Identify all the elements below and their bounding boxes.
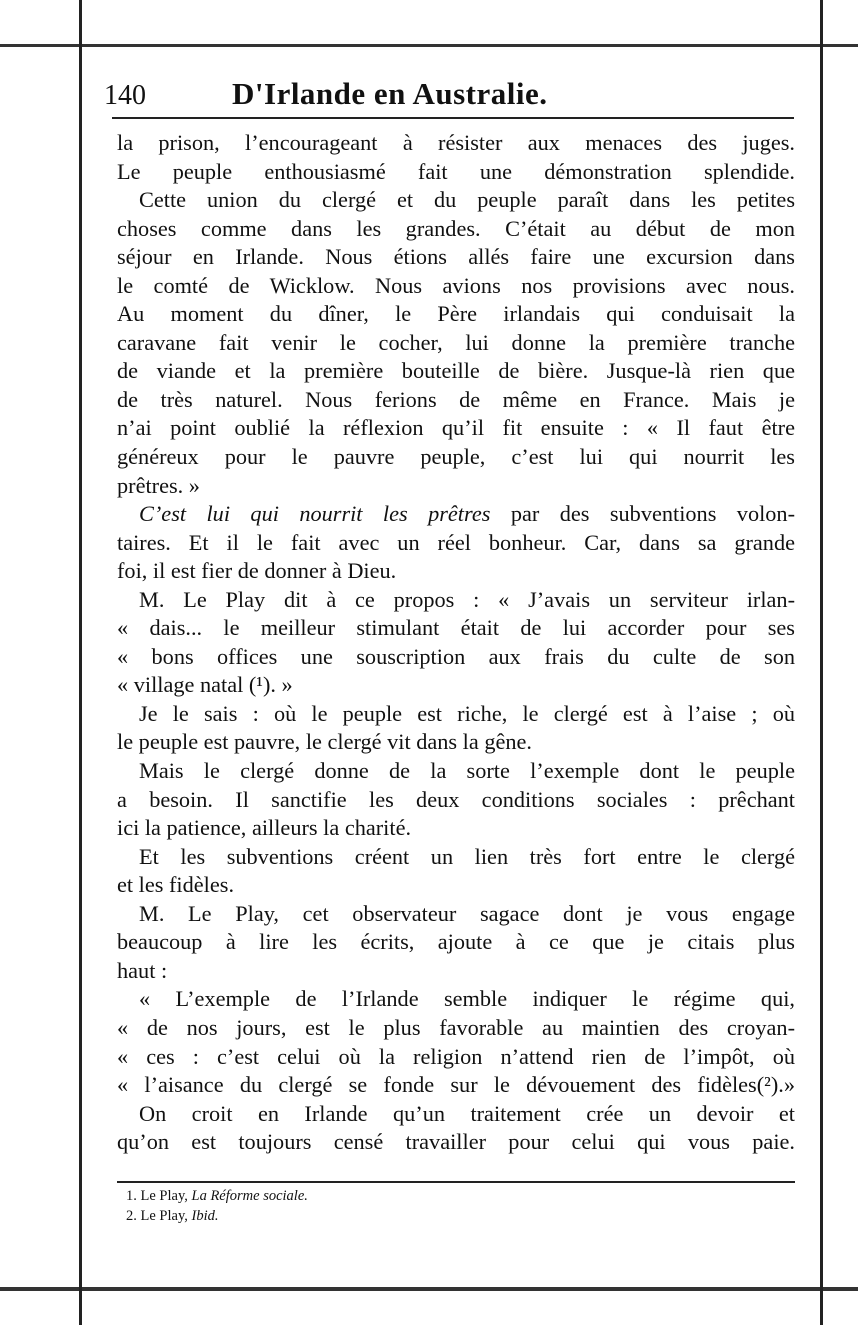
text-line xyxy=(117,272,795,301)
line-text: caravane fait venir le cocher, lui donne la première tranche xyxy=(117,329,795,355)
running-title: D'Irlande en Australie. xyxy=(232,76,548,111)
footnote-marker: 1. xyxy=(126,1188,137,1204)
text-line xyxy=(117,1014,795,1043)
line-text: beaucoup à lire les écrits, ajoute à ce que je citais plus xyxy=(117,929,795,955)
text-line xyxy=(117,957,795,986)
text-line xyxy=(117,871,795,900)
line-text: la prison, l’encourageant à résister aux menaces des juges. xyxy=(117,130,795,155)
line-text: foi, il est fier de donner à Dieu. xyxy=(117,558,397,584)
text-line xyxy=(117,757,795,786)
text-line xyxy=(117,300,795,329)
line-text: par des subventions volon- xyxy=(490,501,796,527)
footnotes xyxy=(126,1186,308,1226)
text-line xyxy=(117,243,795,272)
page-frame-right-rule xyxy=(820,0,823,1325)
line-text: Au moment du dîner, le Père irlandais qui conduisait la xyxy=(117,301,795,327)
text-line xyxy=(117,643,795,672)
line-text: Cette union du clergé et du peuple paraît dans les petites xyxy=(139,187,795,213)
page-frame-top-rule xyxy=(0,44,858,47)
line-text: « village natal (¹). » xyxy=(117,672,293,698)
text-line xyxy=(117,671,795,700)
text-line xyxy=(117,728,795,757)
line-text: le peuple est pauvre, le clergé vit dans la gêne. xyxy=(117,729,533,755)
line-text: qu’on est toujours censé travailler pour celui qui vous paie. xyxy=(117,1129,795,1155)
line-text: le comté de Wicklow. Nous avions nos provisions avec nous. xyxy=(117,272,795,298)
footnote-rule xyxy=(117,1181,795,1183)
line-text: M. Le Play dit à ce propos : « J’avais un serviteur irlan- xyxy=(139,586,795,612)
body-text xyxy=(117,129,795,1157)
text-line xyxy=(117,786,795,815)
line-text: Et les subventions créent un lien très fort entre le clergé xyxy=(139,843,795,869)
line-text: « L’exemple de l’Irlande semble indiquer le régime qui, xyxy=(139,986,795,1012)
line-text: a besoin. Il sanctifie les deux conditions sociales : prêchant xyxy=(117,786,795,812)
line-text: Mais le clergé donne de la sorte l’exemple dont le peuple xyxy=(139,758,795,784)
text-line xyxy=(117,1100,795,1129)
footnote-marker: 2. xyxy=(126,1208,137,1224)
line-text: choses comme dans les grandes. C’était au début de mon xyxy=(117,215,795,241)
text-line xyxy=(117,700,795,729)
text-line xyxy=(117,1128,795,1157)
line-text: n’ai point oublié la réflexion qu’il fit ensuite : « Il faut être xyxy=(117,415,795,441)
text-line xyxy=(117,557,795,586)
footnote-author: Le Play, xyxy=(140,1208,188,1224)
footnote-title: La Réforme sociale. xyxy=(191,1188,308,1204)
line-text: généreux pour le pauvre peuple, c’est lui qui nourrit les xyxy=(117,444,795,470)
italic-text: C’est lui qui nourrit les prêtres xyxy=(139,501,491,527)
text-line xyxy=(117,414,795,443)
footnote xyxy=(126,1206,308,1226)
text-line xyxy=(117,472,795,501)
line-text: de viande et la première bouteille de bière. Jusque-là rien que xyxy=(117,358,795,384)
text-line xyxy=(117,1071,795,1100)
line-text: « dais... le meilleur stimulant était de lui accorder pour ses xyxy=(117,615,795,641)
page-frame-bottom-rule xyxy=(0,1287,858,1291)
text-line xyxy=(117,443,795,472)
text-line xyxy=(117,129,795,158)
line-text: de très naturel. Nous ferions de même en France. Mais je xyxy=(117,386,795,412)
page-frame-left-rule xyxy=(79,0,82,1325)
text-line xyxy=(117,614,795,643)
text-line xyxy=(117,329,795,358)
text-line xyxy=(117,500,795,529)
text-line xyxy=(117,158,795,187)
header-rule xyxy=(112,117,794,119)
line-text: séjour en Irlande. Nous étions allés faire une excursion dans xyxy=(117,244,795,270)
line-text: « bons offices une souscription aux frais du culte de son xyxy=(117,643,795,669)
text-line xyxy=(117,1043,795,1072)
line-text: M. Le Play, cet observateur sagace dont je vous engage xyxy=(139,900,795,926)
footnote-author: Le Play, xyxy=(140,1188,188,1204)
line-text: haut : xyxy=(117,957,168,983)
line-text: Le peuple enthousiasmé fait une démonstration splendide. xyxy=(117,158,795,184)
text-line xyxy=(117,186,795,215)
text-line xyxy=(117,529,795,558)
text-line xyxy=(117,843,795,872)
line-text: « ces : c’est celui où la religion n’attend rien de l’impôt, où xyxy=(117,1043,795,1069)
footnote-title: Ibid. xyxy=(191,1208,219,1224)
line-text: et les fidèles. xyxy=(117,872,235,898)
text-line xyxy=(117,900,795,929)
page-number: 140 xyxy=(104,80,146,111)
line-text: prêtres. » xyxy=(117,472,200,498)
text-line xyxy=(117,386,795,415)
footnote xyxy=(126,1186,308,1206)
line-text: taires. Et il le fait avec un réel bonheur. Car, dans sa grande xyxy=(117,529,795,555)
text-line xyxy=(117,586,795,615)
text-line xyxy=(117,928,795,957)
text-line xyxy=(117,357,795,386)
text-line xyxy=(117,985,795,1014)
line-text: « de nos jours, est le plus favorable au maintien des croyan- xyxy=(117,1014,795,1040)
line-text: « l’aisance du clergé se fonde sur le dévouement des fidèles(²).» xyxy=(117,1072,795,1098)
text-line xyxy=(117,814,795,843)
line-text: ici la patience, ailleurs la charité. xyxy=(117,815,412,841)
line-text: Je le sais : où le peuple est riche, le clergé est à l’aise ; où xyxy=(139,700,795,726)
text-line xyxy=(117,215,795,244)
line-text: On croit en Irlande qu’un traitement crée un devoir et xyxy=(139,1100,795,1126)
